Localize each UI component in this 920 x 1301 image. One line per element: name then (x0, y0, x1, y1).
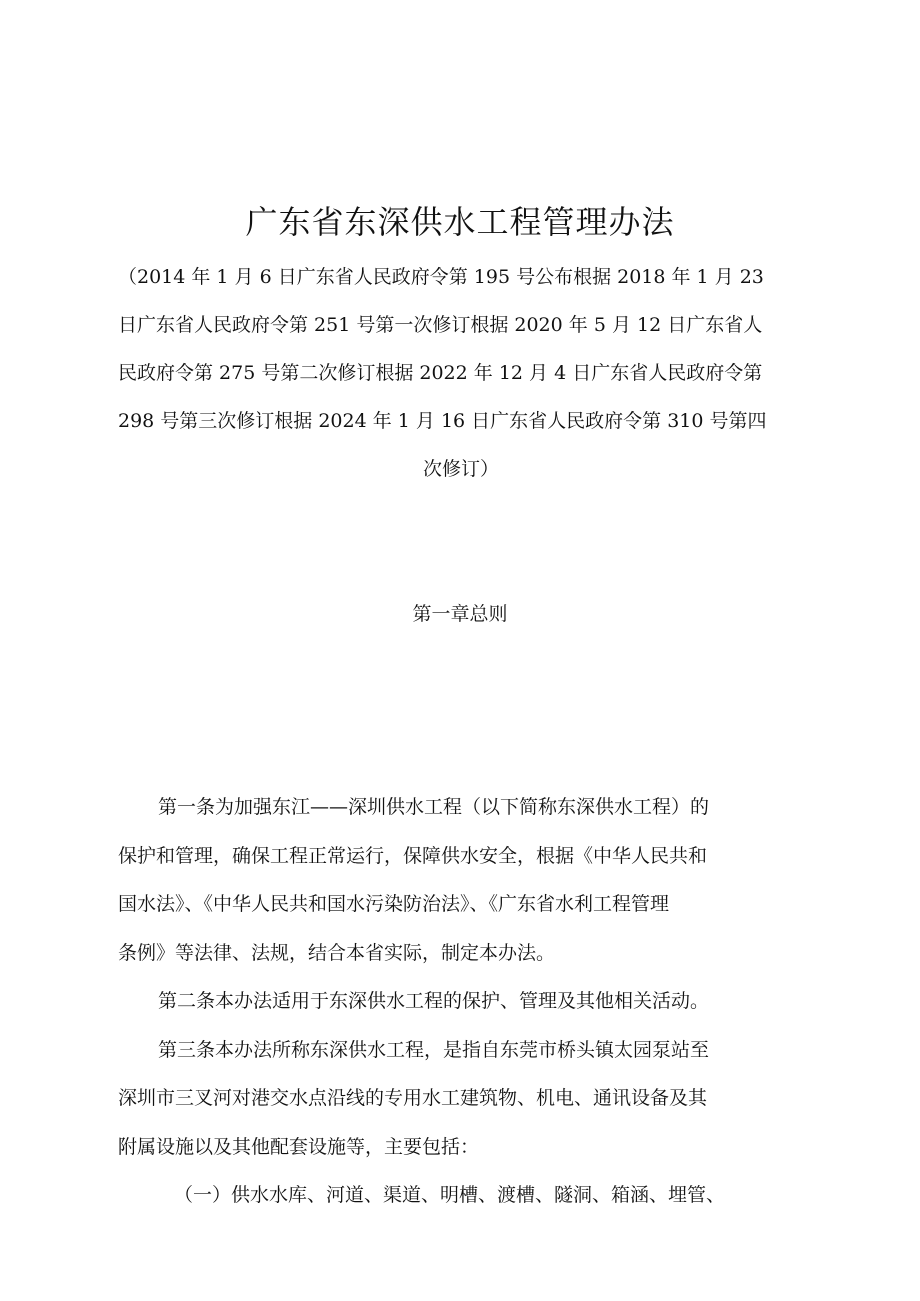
paragraph-line: 国水法》、《中华人民共和国水污染防治法》、《广东省水利工程管理 (118, 893, 670, 915)
paragraph-line: （一）供水水库、河道、渠道、明槽、渡槽、隧洞、箱涵、埋管、 (174, 1184, 726, 1206)
paragraph-line: 附属设施以及其他配套设施等，主要包括： (118, 1135, 480, 1158)
chapter-heading: 第一章总则 (412, 603, 508, 625)
subtitle-line: （2014 年 1 月 6 日广东省人民政府令第 195 号公布根据 2018 年 1 月 23 (118, 266, 764, 288)
article-3 (118, 1026, 804, 1172)
paragraph-line: 第一条为加强东江——深圳供水工程（以下简称东深供水工程）的 (158, 796, 710, 818)
document-subtitle (118, 253, 804, 493)
document-title: 广东省东深供水工程管理办法 (245, 203, 675, 241)
article-2 (118, 977, 804, 1026)
subtitle-line: 298 号第三次修订根据 2024 年 1 月 16 日广东省人民政府令第 310 号第四 (118, 410, 767, 432)
paragraph-line: 第三条本办法所称东深供水工程，是指自东莞市桥头镇太园泵站至 (158, 1038, 710, 1061)
paragraph-line: 深圳市三叉河对港交水点沿线的专用水工建筑物、机电、通讯设备及其 (118, 1087, 708, 1109)
paragraph-line: 第二条本办法适用于东深供水工程的保护、管理及其他相关活动。 (158, 990, 710, 1012)
subtitle-line: 次修订） (422, 458, 499, 480)
document-body (118, 783, 804, 1220)
article-3-item-1 (118, 1171, 804, 1220)
subtitle-line: 日广东省人民政府令第 251 号第一次修订根据 2020 年 5 月 12 日广东省人 (118, 314, 763, 336)
paragraph-line: 条例》等法律、法规，结合本省实际，制定本办法。 (118, 941, 556, 964)
paragraph-line: 保护和管理，确保工程正常运行，保障供水安全，根据《中华人民共和 (118, 844, 708, 867)
subtitle-line: 民政府令第 275 号第二次修订根据 2022 年 12 月 4 日广东省人民政府令第 (118, 362, 763, 384)
article-1 (118, 783, 804, 977)
